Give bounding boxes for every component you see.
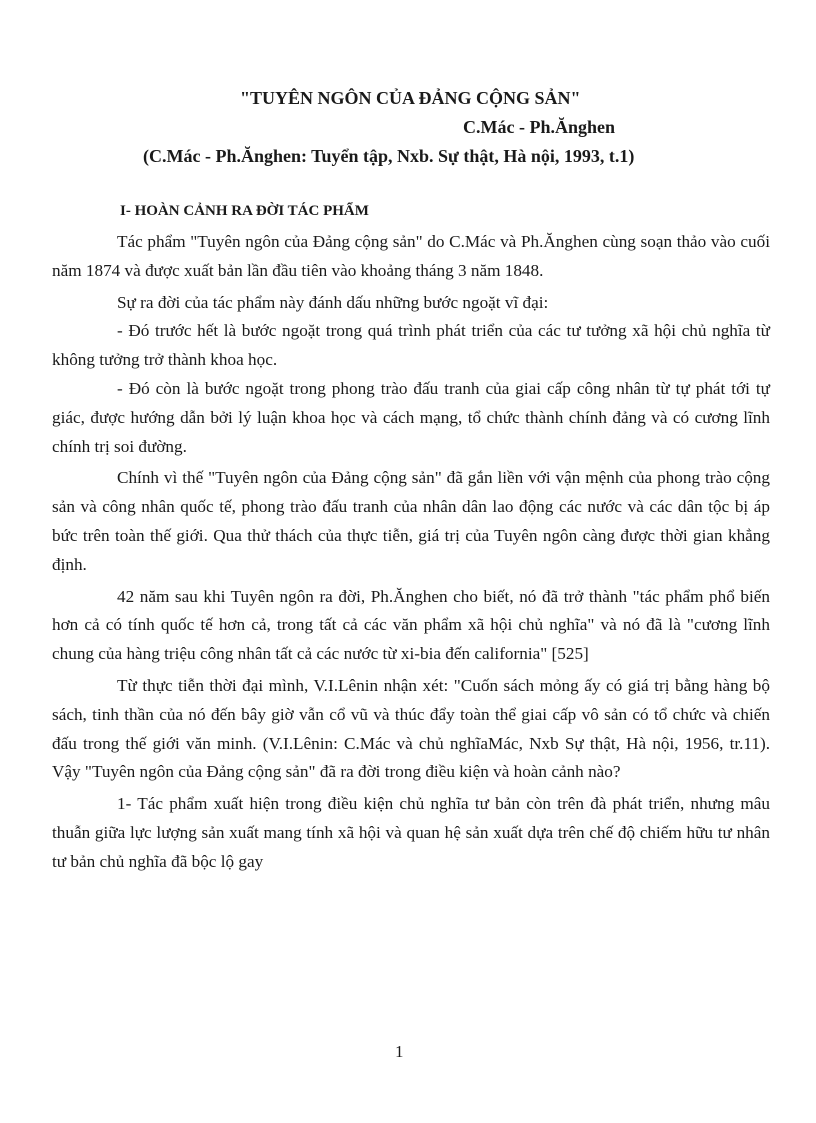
document-title: "TUYÊN NGÔN CỦA ĐẢNG CỘNG SẢN": [240, 88, 581, 108]
page-number: 1: [395, 1042, 404, 1061]
document-authors: C.Mác - Ph.Ănghen: [463, 117, 615, 137]
paragraph: Từ thực tiễn thời đại mình, V.I.Lênin nhận xét: "Cuốn sách mỏng ấy có giá trị bằng hàng bộ sách, tinh thần của nó đến bây giờ vẫn cổ vũ và thúc đẩy toàn thể giai cấp vô sản có tổ chức và chiến đấu trong thế giới văn minh. (V.I.Lênin: C.Mác và chủ nghĩaMác, Nxb Sự thật, Hà nội, 1956, tr.11). Vậy "Tuyên ngôn của Đảng cộng sản" đã ra đời trong điều kiện và hoàn cảnh nào?: [52, 675, 770, 782]
paragraph: 42 năm sau khi Tuyên ngôn ra đời, Ph.Ănghen cho biết, nó đã trở thành "tác phẩm phổ biến hơn cả có tính quốc tế hơn cả, trong tất cả các văn phẩm xã hội chủ nghĩa" và nó đã là "cương lĩnh chung của hàng triệu công nhân tất cả các nước từ xi-bia đến california" [525]: [52, 586, 770, 664]
section-heading: I- HOÀN CẢNH RA ĐỜI TÁC PHẨM: [120, 203, 369, 219]
paragraph: - Đó trước hết là bước ngoặt trong quá trình phát triển của các tư tưởng xã hội chủ nghĩa từ không tưởng trở thành khoa học.: [52, 321, 770, 370]
paragraph: Chính vì thế "Tuyên ngôn của Đảng cộng sản" đã gắn liền với vận mệnh của phong trào cộng sản và công nhân quốc tế, phong trào đấu tranh của nhân dân lao động các nước và các dân tộc bị áp bức trên toàn thế giới. Qua thử thách của thực tiễn, giá trị của Tuyên ngôn càng được thời gian khẳng định.: [52, 468, 770, 574]
document-source: (C.Mác - Ph.Ănghen: Tuyển tập, Nxb. Sự thật, Hà nội, 1993, t.1): [143, 146, 635, 166]
paragraph: Sự ra đời của tác phẩm này đánh dấu những bước ngoặt vĩ đại:: [117, 292, 549, 312]
body-text: [52, 228, 770, 877]
paragraph: Tác phẩm "Tuyên ngôn của Đảng cộng sản" do C.Mác và Ph.Ănghen cùng soạn thảo vào cuối năm 1874 và được xuất bản lần đầu tiên vào khoảng tháng 3 năm 1848.: [52, 232, 770, 280]
paragraph: 1- Tác phẩm xuất hiện trong điều kiện chủ nghĩa tư bản còn trên đà phát triển, nhưng mâu thuẫn giữa lực lượng sản xuất mang tính xã hội và quan hệ sản xuất dựa trên chế độ chiếm hữu tư nhân tư bản chủ nghĩa đã bộc lộ gay: [52, 794, 770, 871]
paragraph: - Đó còn là bước ngoặt trong phong trào đấu tranh của giai cấp công nhân từ tự phát tới tự giác, được hướng dẫn bởi lý luận khoa học và cách mạng, tổ chức thành chính đảng và có cương lĩnh chính trị soi đường.: [52, 378, 770, 456]
